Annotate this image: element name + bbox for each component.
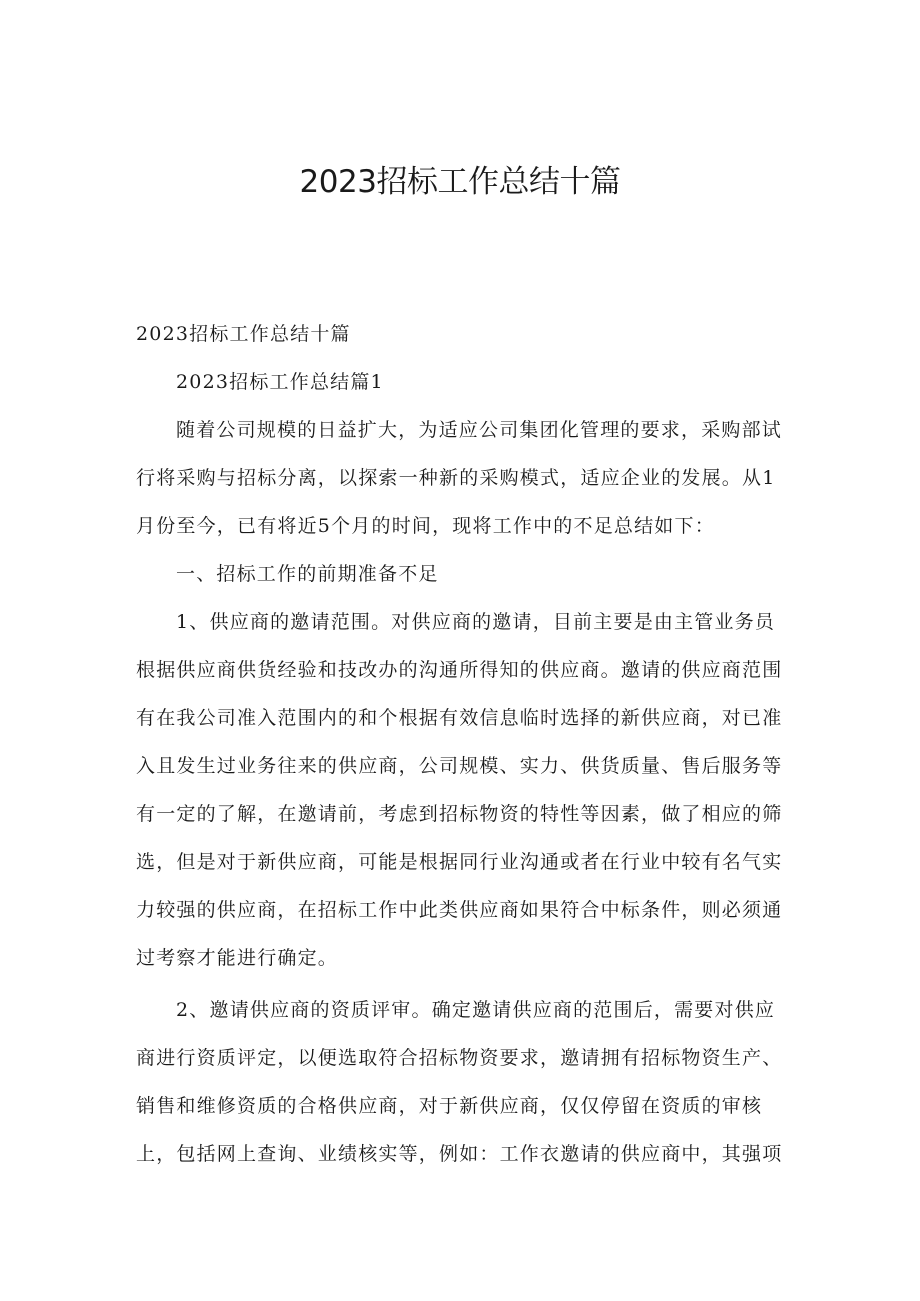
document-title: 2023招标工作总结十篇 bbox=[299, 164, 621, 200]
paragraph-heading-1: 一、招标工作的前期准备不足 bbox=[176, 563, 439, 585]
paragraph-supplier-scope: 1、供应商的邀请范围。对供应商的邀请，目前主要是由主管业务员根据供应商供货经验和技改办的沟通所得知的供应商。邀请的供应商范围有在我公司准入范围内的和个根据有效信息临时选择的新供应商，对已准入且发生过业务往来的供应商，公司规模、实力、供货质量、售后服务等有一定的了解，在邀请前，考虑到招标物资的特性等因素，做了相应的筛选，但是对于新供应商，可能是根据同行业沟通或者在行业中较有名气实力较强的供应商，在招标工作中此类供应商如果符合中标条件，则必须通过考察才能进行确定。 bbox=[136, 611, 783, 969]
section-heading: 2023招标工作总结篇1 bbox=[176, 371, 384, 393]
document-body bbox=[136, 310, 788, 1178]
paragraph-supplier-qualification: 2、邀请供应商的资质评审。确定邀请供应商的范围后，需要对供应商进行资质评定，以便选取符合招标物资要求，邀请拥有招标物资生产、销售和维修资质的合格供应商，对于新供应商，仅仅停留在资质的审核上，包括网上查询、业绩核实等，例如：工作衣邀请的供应商中，其强项 bbox=[136, 999, 783, 1165]
document-subtitle: 2023招标工作总结十篇 bbox=[136, 323, 351, 345]
paragraph-intro: 随着公司规模的日益扩大，为适应公司集团化管理的要求，采购部试行将采购与招标分离，以探索一种新的采购模式，适应企业的发展。从1月份至今，已有将近5个月的时间，现将工作中的不足总结如下： bbox=[136, 419, 783, 537]
